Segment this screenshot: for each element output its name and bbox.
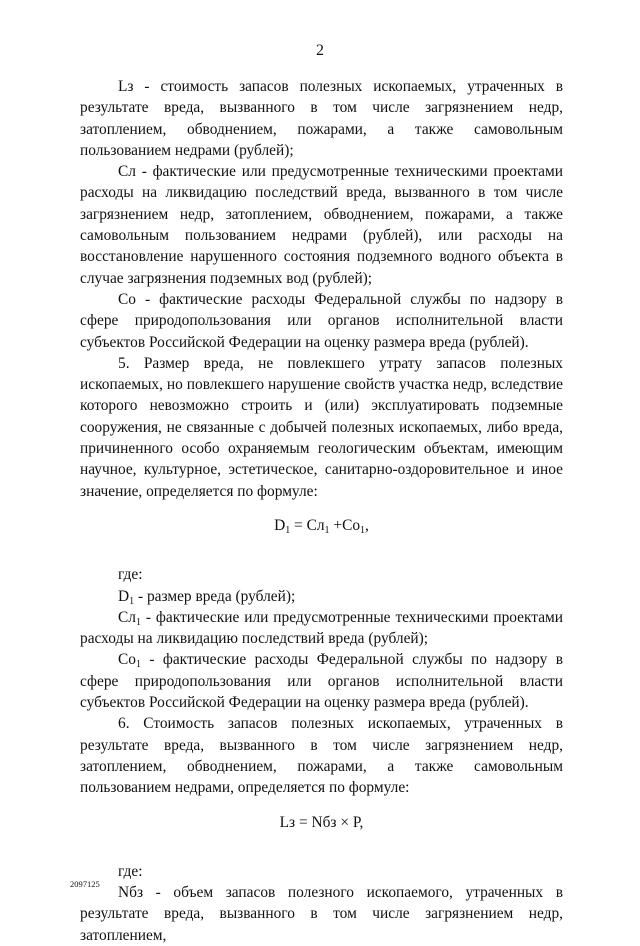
formula-d1 [80, 515, 563, 536]
definition-d1-sub: 1 [129, 595, 135, 607]
definition-d1-text: - размер вреда (рублей); [134, 587, 296, 605]
clause-6: 6. Стоимость запасов полезных ископаемых, утраченных в результате вреда, вызванного в том числе загрязнением недр, затоплением, обводнением, пожарами, а также самовольным пользованием недрами, определяется по формуле: [80, 715, 563, 797]
definition-d1 [80, 586, 563, 607]
definition-d1-symbol: D [118, 587, 130, 605]
definition-co1-symbol: Со [118, 651, 136, 669]
where-label-1: где: [118, 566, 143, 584]
definition-sl1-symbol: Сл [118, 608, 136, 626]
formula-d1-term2-sub: 1 [360, 524, 366, 536]
definition-sl: Сл - фактические или предусмотренные техническими проектами расходы на ликвидацию последствий вреда, вызванного в том числе загрязнением недр, затоплением, обводнением, пожарами, а также самовольным пользованием недрами (рублей), или расходы на восстановление нарушенного состояния подземного водного объекта в случае загрязнения подземных вод (рублей); [80, 163, 563, 287]
definition-co1-text: - фактические расходы Федеральной службы по надзору в сфере природопользования или органов исполнительной власти субъектов Российской Федерации на оценку размера вреда (рублей). [80, 651, 563, 712]
where-label-2: где: [118, 862, 143, 880]
definition-nbz: Nбз - объем запасов полезного ископаемого, утраченных в результате вреда, вызванного в том числе загрязнением недр, затоплением, [80, 884, 563, 944]
definition-sl1-sub: 1 [135, 616, 141, 628]
formula-d1-term1-sub: 1 [324, 524, 330, 536]
formula-d1-eq: = [290, 516, 307, 534]
definition-sl1 [80, 607, 563, 650]
clause-5: 5. Размер вреда, не повлекшего утрату запасов полезных ископаемых, но повлекшего нарушение свойств участка недр, вследствие которого невозможно строить и (или) эксплуатировать подземные сооружения, не связанные с добычей полезных ископаемых, либо вреда, причиненного особо охраняемым геологическим объектам, имеющим научное, культурное, эстетическое, санитарно-оздоровительное и иное значение, определяется по формуле: [80, 354, 563, 500]
page-number: 2 [316, 42, 324, 59]
definition-co1-sub: 1 [135, 659, 141, 671]
document-code: 2097125 [70, 879, 100, 889]
definition-co: Со - фактические расходы Федеральной службы по надзору в сфере природопользования или органов исполнительной власти субъектов Российской Федерации на оценку размера вреда (рублей). [80, 290, 563, 351]
formula-d1-term2: Со [342, 516, 361, 534]
formula-d1-lhs-sub: 1 [285, 524, 291, 536]
formula-d1-end: , [365, 516, 369, 534]
formula-d1-term1: Сл [306, 516, 325, 534]
formula-lz: Lз = Nбз × Р, [279, 813, 364, 831]
formula-d1-lhs: D [274, 516, 286, 534]
formula-d1-plus: + [329, 516, 343, 534]
definition-lz: Lз - стоимость запасов полезных ископаемых, утраченных в результате вреда, вызванного в том числе загрязнением недр, затоплением, обводнением, пожарами, а также самовольным пользованием недрами (рублей); [80, 78, 563, 159]
definition-co1 [80, 649, 563, 713]
definition-sl1-text: - фактические или предусмотренные техническими проектами расходы на ликвидацию последствий вреда (рублей); [80, 608, 563, 648]
document-body [80, 76, 563, 946]
